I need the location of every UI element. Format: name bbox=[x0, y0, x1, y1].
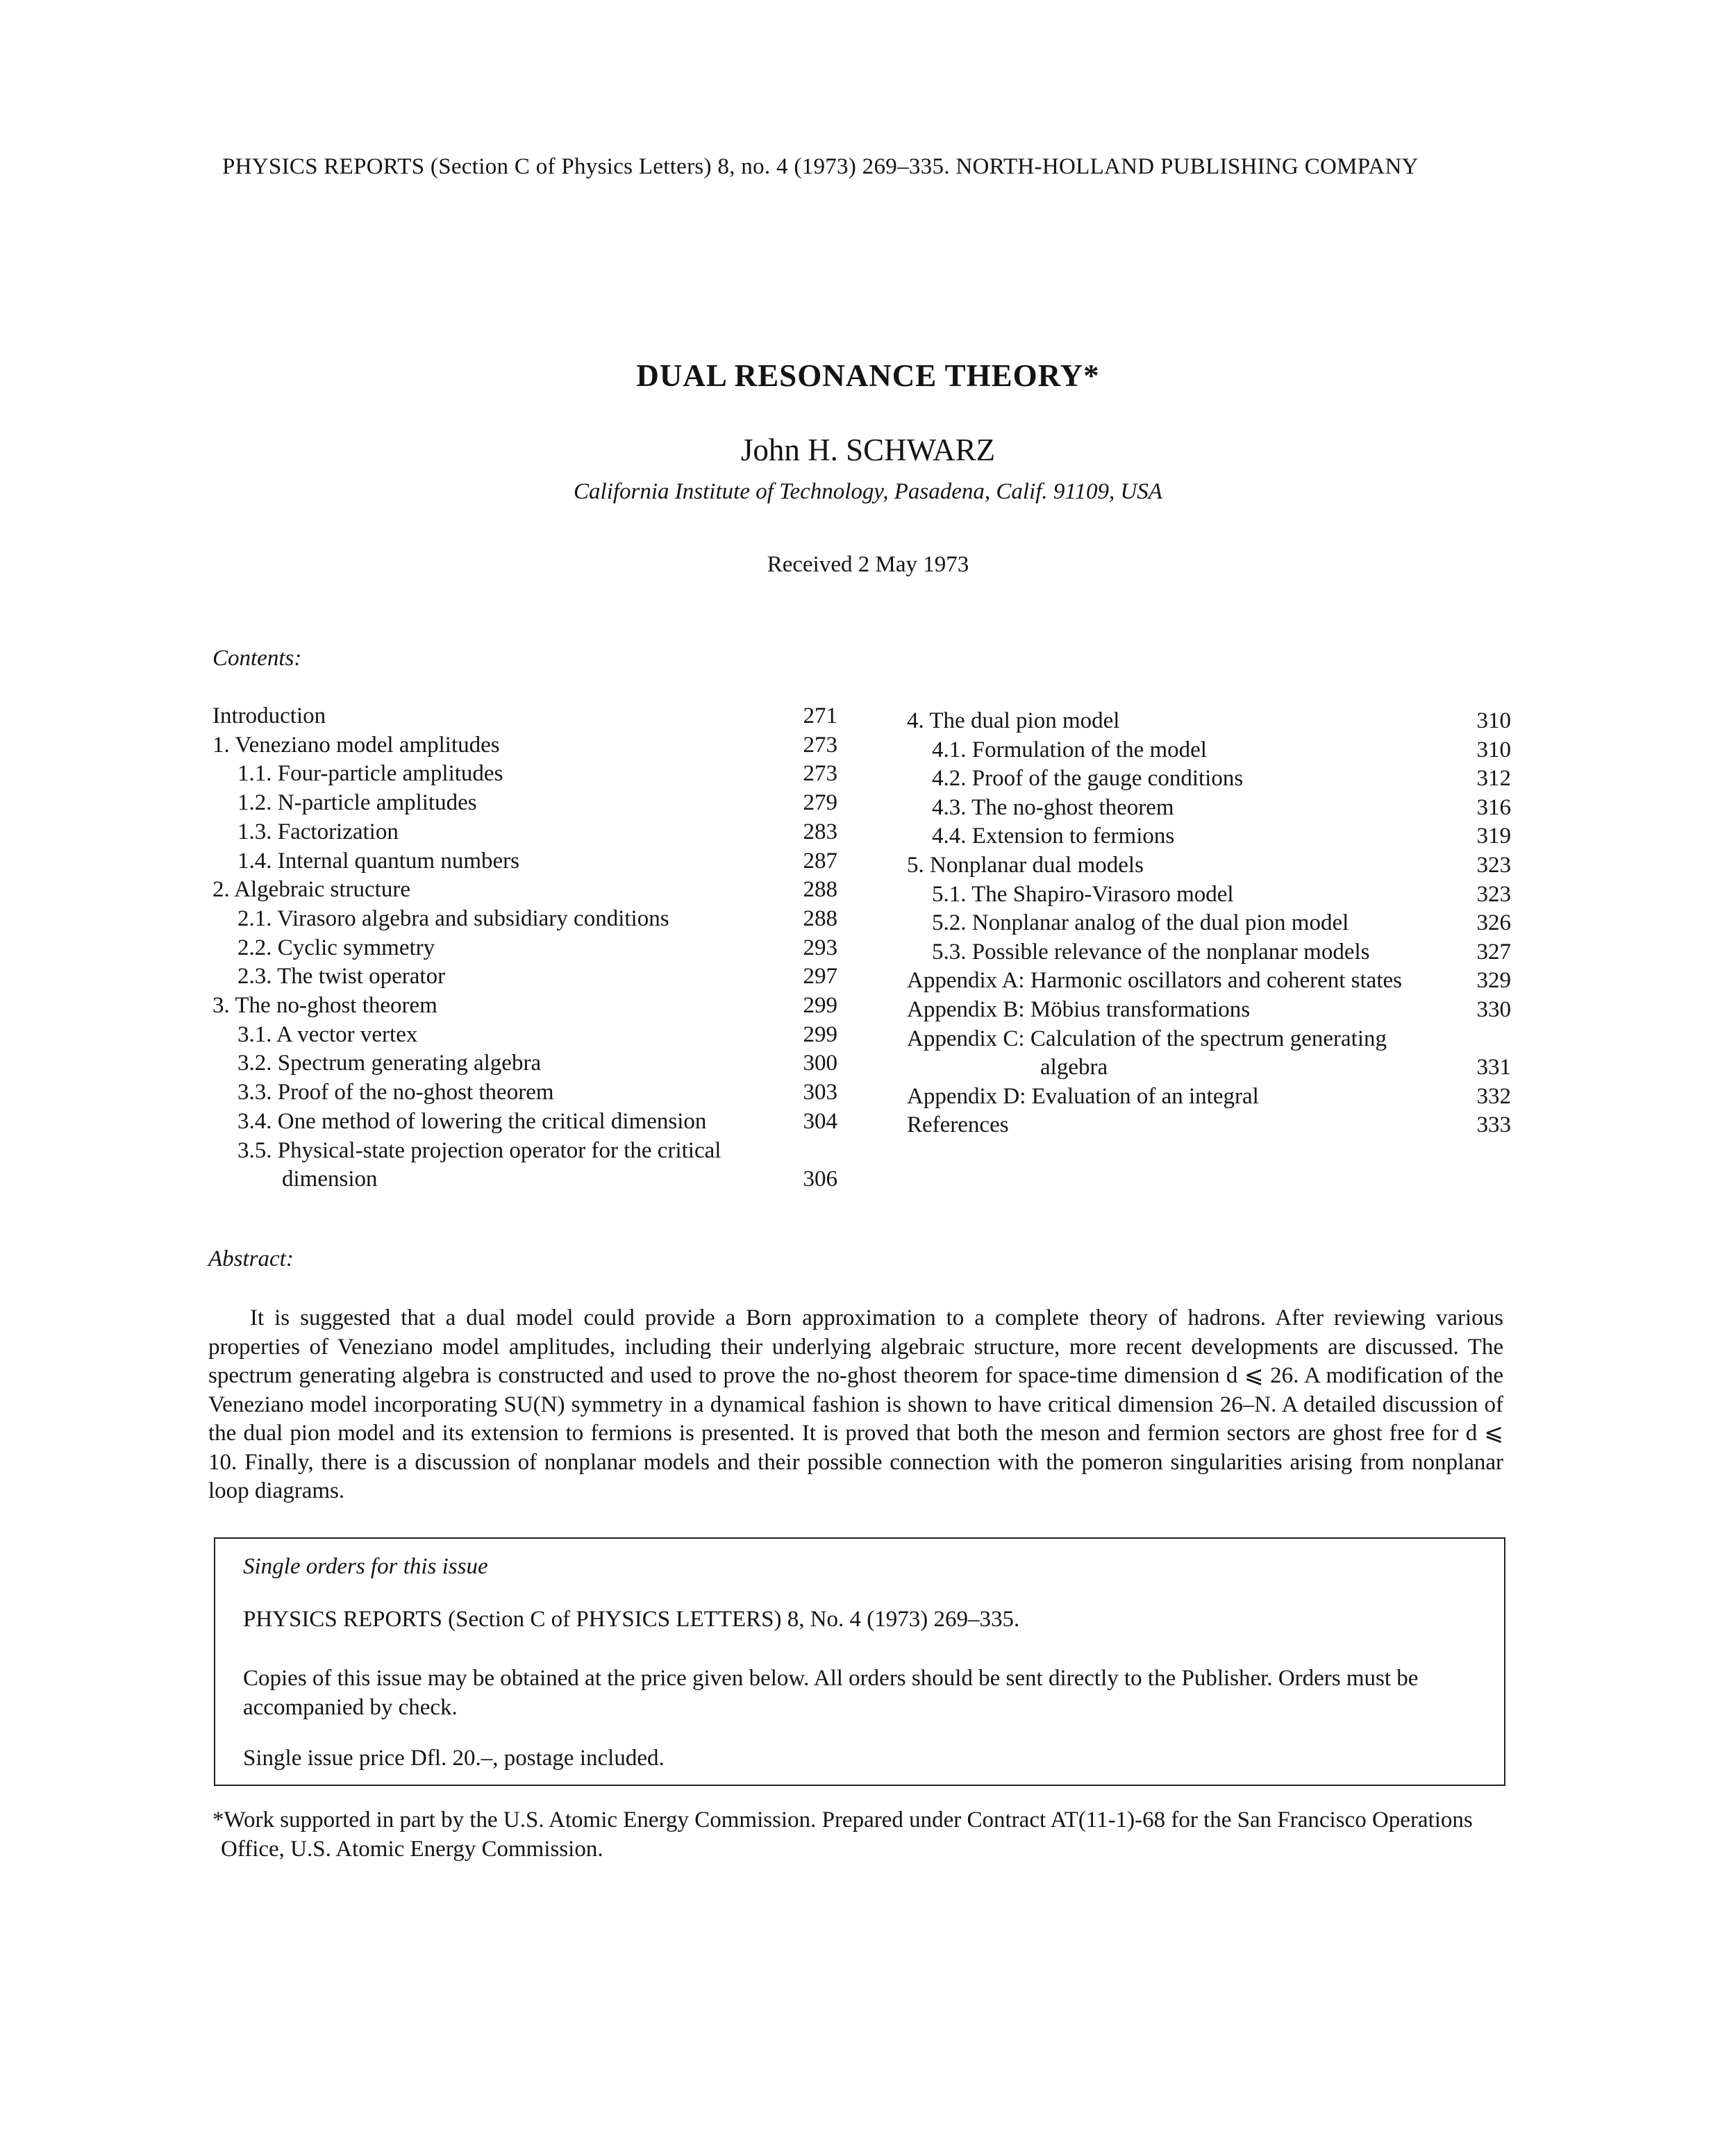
author-name: John H. SCHWARZ bbox=[740, 433, 996, 467]
contents-entry-label: 4. The dual pion model bbox=[907, 708, 1120, 733]
contents-entry-page: 287 bbox=[803, 848, 837, 874]
contents-entry-label: 3.2. Spectrum generating algebra bbox=[237, 1051, 542, 1076]
contents-entry-label: 2.2. Cyclic symmetry bbox=[237, 935, 435, 960]
contents-entry-label: 3.5. Physical-state projection operator for the critical bbox=[237, 1137, 721, 1163]
contents-entry-page: 303 bbox=[803, 1080, 837, 1105]
contents-entry-page: 323 bbox=[1476, 853, 1511, 878]
contents-entry-label: 2.1. Virasoro algebra and subsidiary conditions bbox=[237, 905, 669, 931]
article-title: DUAL RESONANCE THEORY* bbox=[636, 358, 1100, 393]
orders-box-price: Single issue price Dfl. 20.–, postage included. bbox=[243, 1746, 665, 1771]
contents-entry-page: 331 bbox=[1476, 1055, 1511, 1080]
contents-entry-label: 3. The no-ghost theorem bbox=[212, 993, 437, 1018]
contents-entry-label: References bbox=[907, 1112, 1009, 1138]
journal-header: PHYSICS REPORTS (Section C of Physics Letters) 8, no. 4 (1973) 269–335. NORTH-HOLLAND PUBLISHING COMPANY bbox=[222, 154, 1419, 179]
contents-entry-page: 329 bbox=[1476, 968, 1511, 994]
contents-entry-label: 5.1. The Shapiro-Virasoro model bbox=[932, 881, 1234, 907]
contents-entry-page: 319 bbox=[1476, 824, 1511, 849]
contents-entry-page: 316 bbox=[1476, 794, 1511, 820]
contents-entry-label: Appendix C: Calculation of the spectrum generating bbox=[907, 1026, 1387, 1051]
contents-entry-label: 1.2. N-particle amplitudes bbox=[237, 790, 477, 816]
contents-entry-page: 310 bbox=[1476, 708, 1511, 733]
title-footnote: *Work supported in part by the U.S. Atomic Energy Commission. Prepared under Contract AT(11-1)-68 for the San Francisco Operations Office, U.S. Atomic Energy Commission. bbox=[212, 1807, 1473, 1862]
contents-entry-label: 3.1. A vector vertex bbox=[237, 1021, 418, 1047]
contents-entry-page: 304 bbox=[803, 1108, 837, 1134]
contents-entry-page: 306 bbox=[803, 1167, 837, 1192]
contents-entry-label: 5.3. Possible relevance of the nonplanar models bbox=[932, 939, 1370, 964]
contents-entry-label: Appendix A: Harmonic oscillators and coherent states bbox=[907, 968, 1402, 994]
contents-label: Contents: bbox=[212, 646, 302, 671]
contents-entry-label: 2.3. The twist operator bbox=[237, 964, 446, 989]
contents-entry-label: 5. Nonplanar dual models bbox=[907, 853, 1144, 878]
abstract-label: Abstract: bbox=[208, 1246, 294, 1271]
contents-entry-page: 273 bbox=[803, 761, 837, 787]
author-affiliation: California Institute of Technology, Pasadena, Calif. 91109, USA bbox=[574, 479, 1162, 504]
contents-entry-page: 327 bbox=[1476, 939, 1511, 964]
contents-entry-page: 312 bbox=[1476, 766, 1511, 792]
contents-entry-page: 273 bbox=[803, 732, 837, 758]
contents-entry-label: Appendix D: Evaluation of an integral bbox=[907, 1083, 1259, 1109]
contents-entry-label: Introduction bbox=[212, 703, 326, 728]
contents-entry-page: 300 bbox=[803, 1051, 837, 1076]
single-orders-box bbox=[214, 1537, 1505, 1786]
received-date: Received 2 May 1973 bbox=[767, 552, 969, 577]
contents-entry-label: 3.3. Proof of the no-ghost theorem bbox=[237, 1080, 554, 1105]
contents-entry-label: 4.3. The no-ghost theorem bbox=[932, 794, 1174, 820]
contents-entry-page: 279 bbox=[803, 790, 837, 816]
contents-entry-page: 332 bbox=[1476, 1083, 1511, 1109]
contents-entry-page: 299 bbox=[803, 993, 837, 1018]
contents-entry-label: 4.4. Extension to fermions bbox=[932, 824, 1175, 849]
contents-entry-label: 2. Algebraic structure bbox=[212, 877, 410, 903]
contents-entry-page: 326 bbox=[1476, 910, 1511, 936]
contents-entry-page: 288 bbox=[803, 905, 837, 931]
contents-entry-page: 271 bbox=[803, 703, 837, 728]
contents-entry-label: dimension bbox=[282, 1167, 378, 1192]
orders-box-instructions: Copies of this issue may be obtained at the price given below. All orders should be sent directly to the Publisher. Orders must be accompanied by check. bbox=[243, 1666, 1419, 1720]
contents-entry-page: 310 bbox=[1476, 737, 1511, 762]
contents-entry-page: 323 bbox=[1476, 881, 1511, 907]
orders-box-citation: PHYSICS REPORTS (Section C of PHYSICS LETTERS) 8, No. 4 (1973) 269–335. bbox=[243, 1607, 1020, 1632]
contents-entry-page: 288 bbox=[803, 877, 837, 903]
contents-entry-label: 1.4. Internal quantum numbers bbox=[237, 848, 519, 874]
contents-entry-label: 1.3. Factorization bbox=[237, 819, 399, 844]
contents-entry-label: Appendix B: Möbius transformations bbox=[907, 997, 1251, 1022]
contents-entry-label: algebra bbox=[1040, 1055, 1108, 1080]
contents-entry-label: 4.1. Formulation of the model bbox=[932, 737, 1207, 762]
contents-entry-label: 1.1. Four-particle amplitudes bbox=[237, 761, 503, 787]
contents-entry-page: 293 bbox=[803, 935, 837, 960]
contents-entry-page: 333 bbox=[1476, 1112, 1511, 1138]
orders-box-title: Single orders for this issue bbox=[243, 1554, 488, 1579]
contents-entry-label: 3.4. One method of lowering the critical dimension bbox=[237, 1108, 707, 1134]
contents-entry-page: 299 bbox=[803, 1021, 837, 1047]
contents-entry-page: 297 bbox=[803, 964, 837, 989]
abstract-text: It is suggested that a dual model could provide a Born approximation to a complete theory of hadrons. After reviewing various properties of Veneziano model amplitudes, including their underlying algebraic structure, more recent developments are discussed. The spectrum generating algebra is constructed and used to prove the no-ghost theorem for space-time dimension d ⩽ 26. A modification of the Veneziano model incorporating SU(N) symmetry in a dynamical fashion is shown to have critical dimension 26–N. A detailed discussion of the dual pion model and its extension to fermions is presented. It is proved that both the meson and fermion sectors are ghost free for d ⩽ 10. Finally, there is a discussion of nonplanar models and their possible connection with the pomeron singularities arising from nonplanar loop diagrams. bbox=[208, 1305, 1503, 1503]
contents-entry-page: 283 bbox=[803, 819, 837, 844]
contents-entry-label: 5.2. Nonplanar analog of the dual pion model bbox=[932, 910, 1349, 936]
contents-entry-label: 4.2. Proof of the gauge conditions bbox=[932, 766, 1244, 792]
contents-entry-page: 330 bbox=[1476, 997, 1511, 1022]
contents-entry-label: 1. Veneziano model amplitudes bbox=[212, 732, 500, 758]
